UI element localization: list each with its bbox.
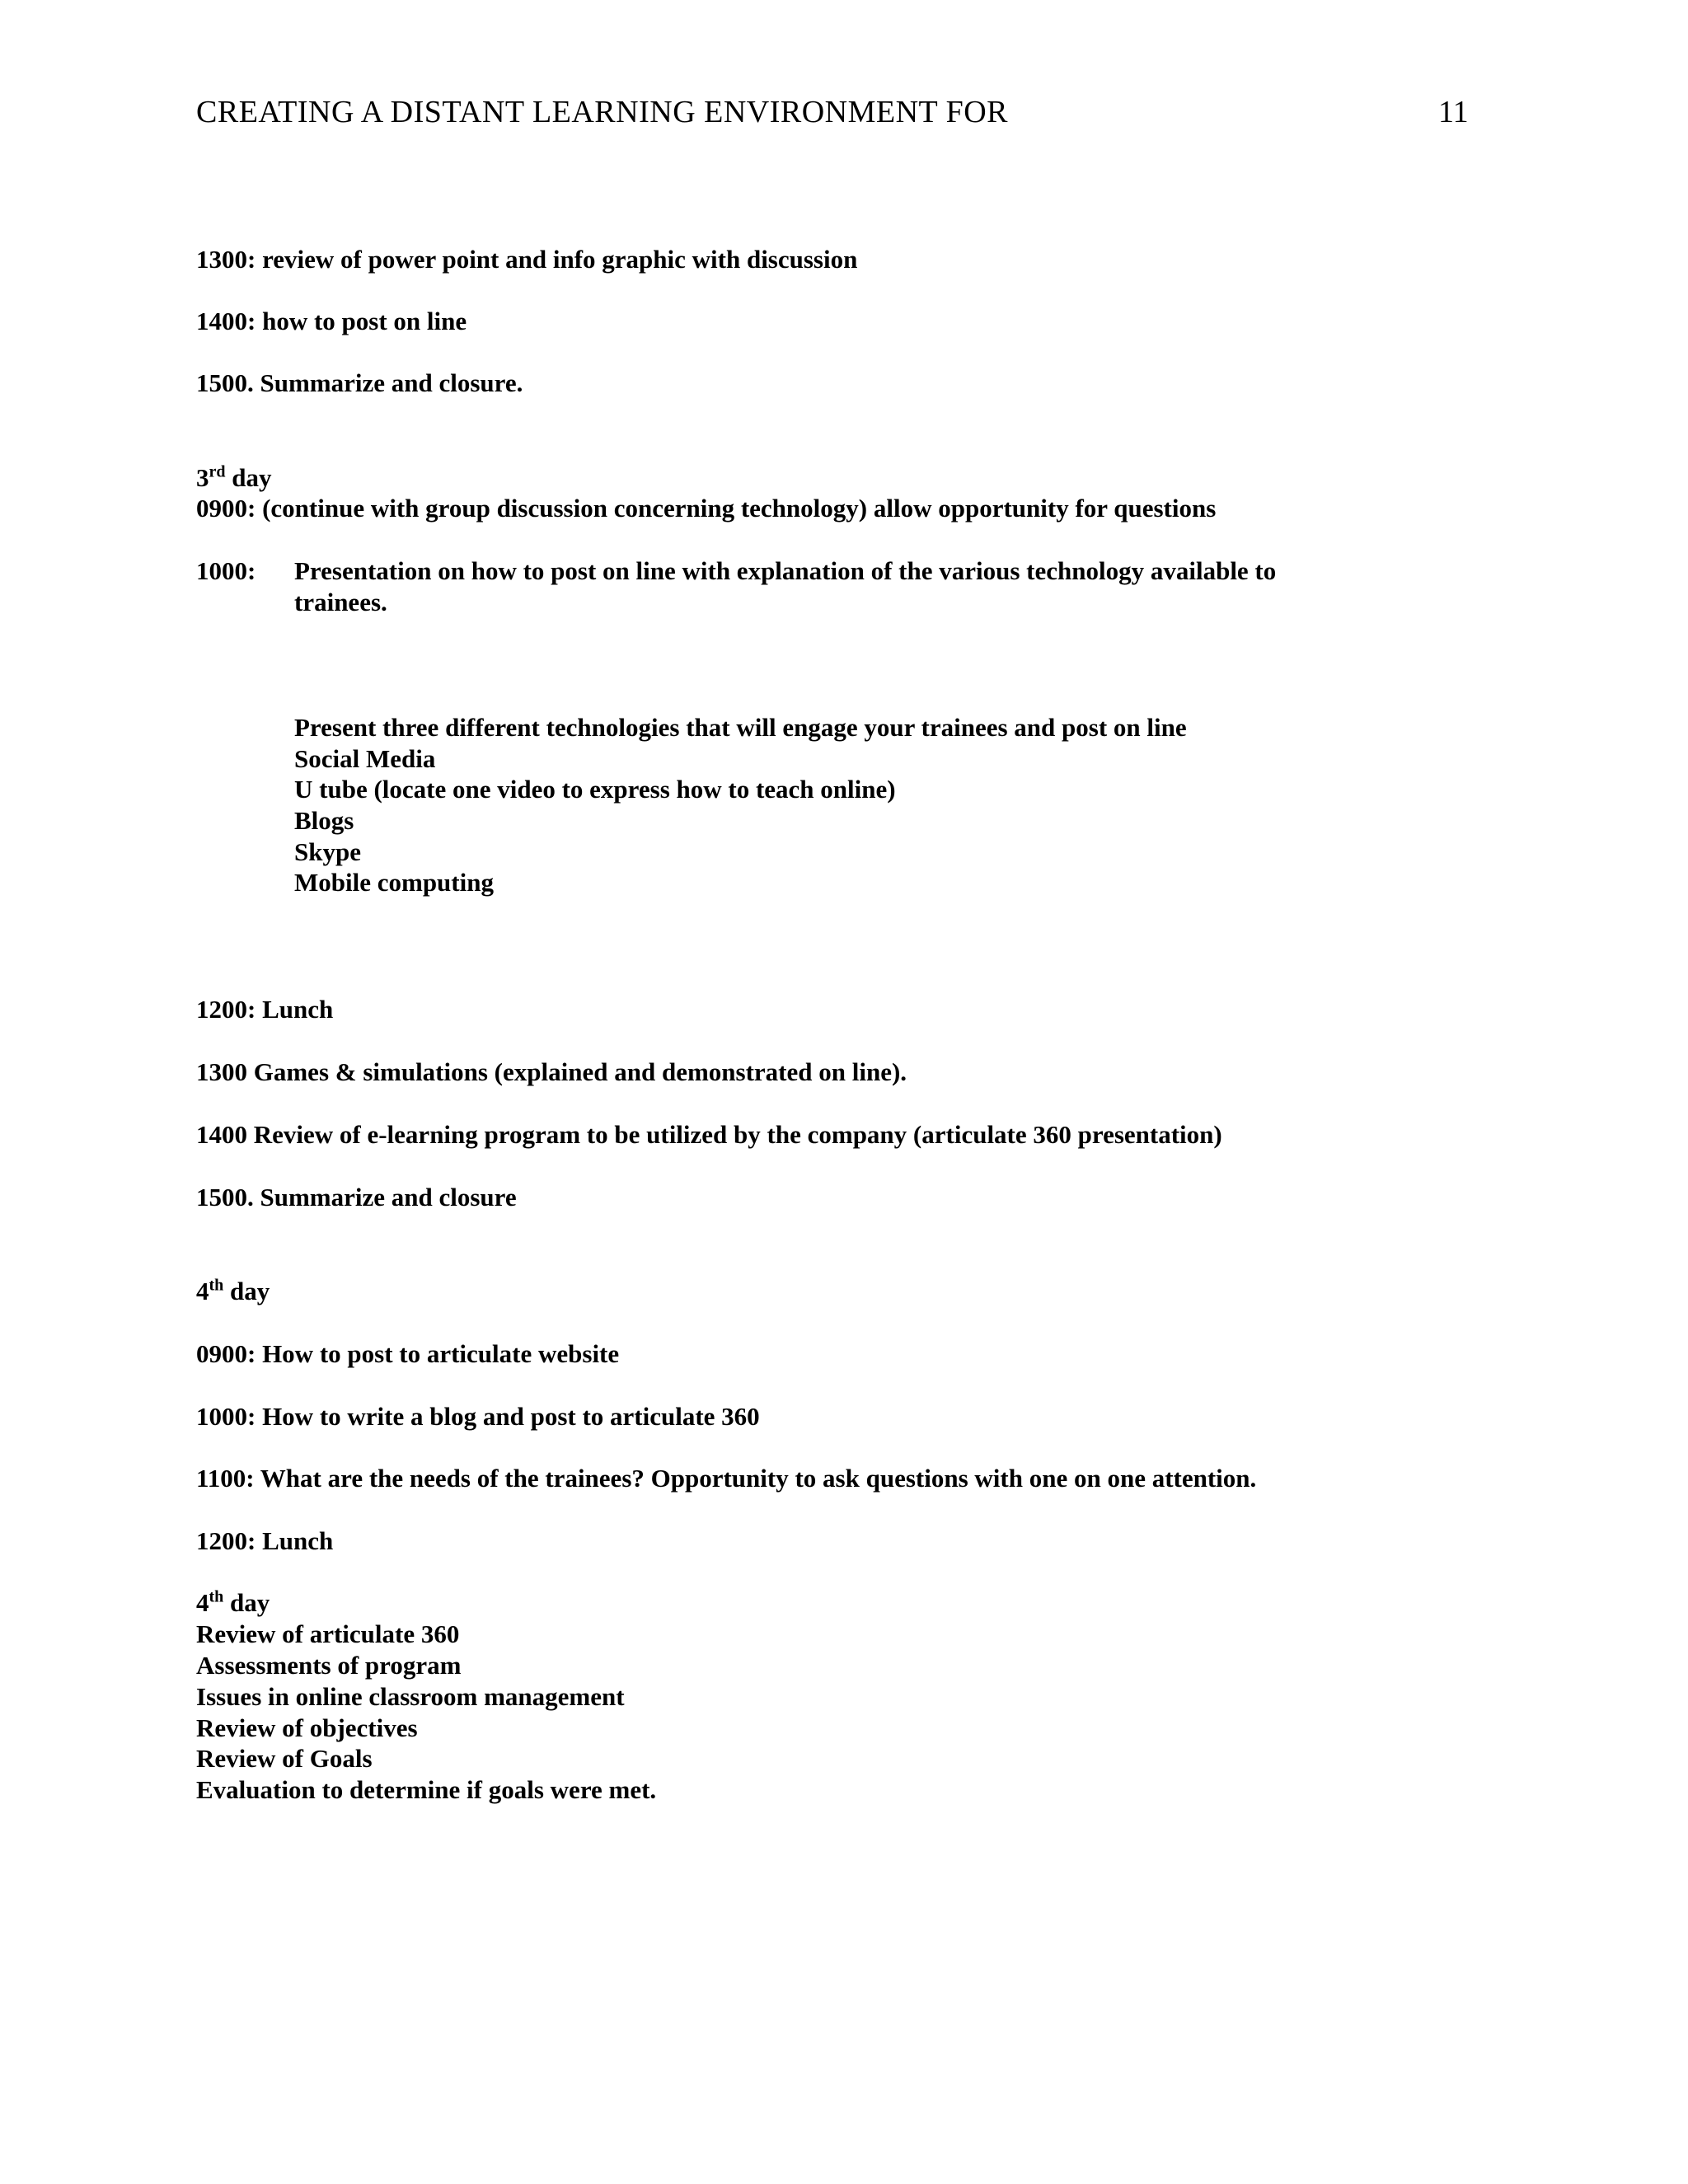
tech-item: Social Media <box>294 744 436 773</box>
review-item: Review of articulate 360 <box>196 1619 460 1648</box>
day-heading <box>196 1587 270 1619</box>
day-number: 3 <box>196 463 209 492</box>
running-head: CREATING A DISTANT LEARNING ENVIRONMENT FOR <box>196 95 1009 129</box>
day-suffix: rd <box>209 462 226 481</box>
review-item: Assessments of program <box>196 1651 462 1680</box>
review-item: Review of Goals <box>196 1744 373 1773</box>
day-heading <box>196 462 272 494</box>
schedule-line: 0900: How to post to articulate website <box>196 1339 620 1368</box>
schedule-line: 1100: What are the needs of the trainees? Opportunity to ask questions with one on one attention. <box>196 1464 1257 1493</box>
day-suffix: th <box>209 1587 224 1606</box>
day-number: 4 <box>196 1588 209 1617</box>
schedule-line: 1500. Summarize and closure. <box>196 368 523 397</box>
review-item: Issues in online classroom management <box>196 1682 625 1711</box>
review-item: Review of objectives <box>196 1713 418 1742</box>
day-word: day <box>223 1588 270 1617</box>
page-number: 11 <box>1438 95 1469 129</box>
tech-item: U tube (locate one video to express how to teach online) <box>294 775 896 804</box>
day-suffix: th <box>209 1276 224 1295</box>
schedule-line: 1500. Summarize and closure <box>196 1183 517 1212</box>
schedule-line: 1200: Lunch <box>196 995 334 1024</box>
day-heading <box>196 1276 270 1307</box>
review-item: Evaluation to determine if goals were met. <box>196 1775 657 1804</box>
tech-item: Blogs <box>294 806 354 835</box>
day-word: day <box>225 463 272 492</box>
schedule-line: 1400 Review of e-learning program to be utilized by the company (articulate 360 presentation) <box>196 1120 1222 1149</box>
tech-item: Skype <box>294 837 361 866</box>
schedule-line: 1300 Games & simulations (explained and demonstrated on line). <box>196 1057 907 1086</box>
tech-item: Mobile computing <box>294 868 494 897</box>
schedule-line: 1200: Lunch <box>196 1526 334 1555</box>
schedule-line: 1300: review of power point and info graphic with discussion <box>196 245 858 274</box>
schedule-line <box>196 555 1276 587</box>
schedule-line: 1000: How to write a blog and post to articulate 360 <box>196 1402 760 1431</box>
schedule-line: 0900: (continue with group discussion concerning technology) allow opportunity for questions <box>196 494 1217 523</box>
schedule-line-continued: trainees. <box>294 588 387 616</box>
day-word: day <box>223 1277 270 1305</box>
day-number: 4 <box>196 1277 209 1305</box>
schedule-text: Presentation on how to post on line with explanation of the various technology available to <box>294 556 1277 585</box>
schedule-line: 1400: how to post on line <box>196 307 467 335</box>
tech-item: Present three different technologies that will engage your trainees and post on line <box>294 713 1187 742</box>
time-label: 1000: <box>196 556 256 585</box>
